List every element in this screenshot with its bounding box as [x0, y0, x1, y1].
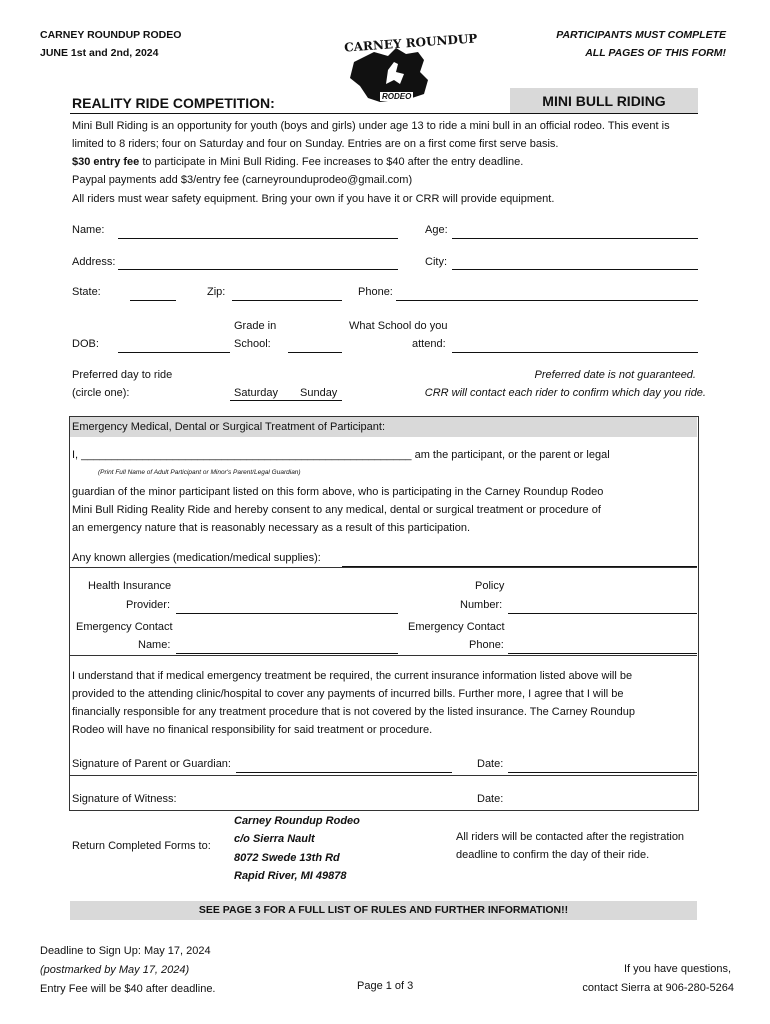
- competition-title: REALITY RIDE COMPETITION:: [72, 95, 275, 111]
- sunday-option[interactable]: Sunday: [300, 387, 338, 399]
- intro-line-2: limited to 8 riders; four on Saturday and four on Sunday. Entries are on a first come first serve basis.: [72, 138, 559, 150]
- phone-input[interactable]: [396, 300, 698, 301]
- age-input[interactable]: [452, 238, 698, 239]
- insurance-input[interactable]: [176, 613, 398, 614]
- state-label: State:: [72, 286, 101, 298]
- age-label: Age:: [425, 224, 448, 236]
- witness-signature-label: Signature of Witness:: [72, 793, 177, 805]
- address-input[interactable]: [118, 269, 398, 270]
- pref-note-2: CRR will contact each rider to confirm which day you ride.: [424, 387, 706, 399]
- insurance-label-1: Health Insurance: [88, 580, 172, 592]
- logo-title: CARNEY ROUNDUP: [343, 31, 478, 55]
- grade-label-1: Grade in: [234, 320, 277, 332]
- parent-signature-input[interactable]: [236, 772, 452, 773]
- return-address-2: c/o Sierra Nault: [234, 833, 315, 845]
- fee-text: to participate in Mini Bull Riding. Fee increases to $40 after the entry deadline.: [139, 156, 524, 168]
- dob-label: DOB:: [72, 338, 99, 350]
- contact-name-input[interactable]: [176, 653, 398, 654]
- zip-input[interactable]: [232, 300, 342, 301]
- rodeo-logo: [340, 28, 478, 108]
- notice-line-1: PARTICIPANTS MUST COMPLETE: [556, 29, 726, 41]
- grade-label-2: School:: [234, 338, 271, 350]
- pref-day-label-1: Preferred day to ride: [72, 369, 173, 381]
- logo-subtitle: RODEO: [382, 92, 412, 101]
- rules-banner: SEE PAGE 3 FOR A FULL LIST OF RULES AND FURTHER INFORMATION!!: [70, 901, 697, 920]
- contact-label-2: Name:: [138, 639, 171, 651]
- understand-line-1: I understand that if medical emergency treatment be required, the current insurance information listed above will be: [72, 670, 633, 682]
- policy-input[interactable]: [508, 613, 697, 614]
- consent-line-4: an emergency nature that is reasonably necessary as a result of this participation.: [72, 522, 471, 534]
- page-number: Page 1 of 3: [357, 980, 414, 992]
- org-name: CARNEY ROUNDUP RODEO: [40, 29, 182, 41]
- print-name-note: (Print Full Name of Adult Participant or Minor's Parent/Legal Guardian): [98, 469, 301, 476]
- return-address-3: 8072 Swede 13th Rd: [234, 852, 340, 864]
- school-label-1: What School do you: [349, 320, 448, 332]
- school-label-2: attend:: [412, 338, 446, 350]
- intro-line-1: Mini Bull Riding is an opportunity for youth (boys and girls) under age 13 to ride a mini bull in an official rodeo. This event is: [72, 120, 670, 132]
- contact-label-1: Emergency Contact: [76, 621, 173, 633]
- insurance-label-2: Provider:: [126, 599, 171, 611]
- notice-line-2: ALL PAGES OF THIS FORM!: [585, 47, 726, 59]
- event-dates: JUNE 1st and 2nd, 2024: [40, 47, 159, 59]
- allergies-label: Any known allergies (medication/medical supplies):: [72, 552, 321, 564]
- understand-line-2: provided to the attending clinic/hospital to cover any payments of incurred bills. Further more, I agree that I will be: [72, 688, 624, 700]
- safety-line: All riders must wear safety equipment. Bring your own if you have it or CRR will provide equipment.: [72, 193, 555, 205]
- date-input-1[interactable]: [508, 772, 697, 773]
- return-label: Return Completed Forms to:: [72, 840, 211, 852]
- questions-line: If you have questions,: [623, 963, 731, 975]
- contact-phone-input[interactable]: [508, 653, 697, 654]
- consent-line-3: Mini Bull Riding Reality Ride and hereby consent to any medical, dental or surgical treatment or procedure of: [72, 504, 601, 516]
- pref-note-1: Preferred date is not guaranteed.: [534, 369, 696, 381]
- contact-note-1: All riders will be contacted after the registration: [456, 831, 685, 843]
- consent-line-2: guardian of the minor participant listed on this form above, who is participating in the Carney Roundup Rodeo: [72, 486, 604, 498]
- school-input[interactable]: [452, 352, 698, 353]
- dob-input[interactable]: [118, 352, 230, 353]
- saturday-option[interactable]: Saturday: [234, 387, 279, 399]
- date-label-2: Date:: [477, 793, 504, 805]
- parent-signature-label: Signature of Parent or Guardian:: [72, 758, 231, 770]
- understand-line-3: financially responsible for any treatment procedure that is not covered by the listed insurance. The Carney Roundup: [72, 706, 635, 718]
- contact-line: contact Sierra at 906-280-5264: [582, 982, 734, 994]
- state-input[interactable]: [130, 300, 176, 301]
- name-label: Name:: [72, 224, 105, 236]
- name-input[interactable]: [118, 238, 398, 239]
- medical-heading: Emergency Medical, Dental or Surgical Treatment of Participant:: [70, 417, 697, 437]
- policy-label-1: Policy: [475, 580, 505, 592]
- deadline: Deadline to Sign Up: May 17, 2024: [40, 945, 211, 957]
- return-address-1: Carney Roundup Rodeo: [234, 815, 360, 827]
- city-label: City:: [425, 256, 447, 268]
- contact-phone-label-1: Emergency Contact: [408, 621, 505, 633]
- address-label: Address:: [72, 256, 116, 268]
- policy-label-2: Number:: [460, 599, 503, 611]
- understand-line-4: Rodeo will have no finanical responsibility for said treatment or procedure.: [72, 724, 433, 736]
- postmark-note: (postmarked by May 17, 2024): [40, 964, 190, 976]
- phone-label: Phone:: [358, 286, 393, 298]
- grade-input[interactable]: [288, 352, 342, 353]
- event-title: MINI BULL RIDING: [510, 88, 698, 113]
- fee-after-deadline: Entry Fee will be $40 after deadline.: [40, 983, 216, 995]
- date-label-1: Date:: [477, 758, 504, 770]
- paypal-line: Paypal payments add $3/entry fee (carneyrounduprodeo@gmail.com): [72, 174, 413, 186]
- pref-day-label-2: (circle one):: [72, 387, 130, 399]
- return-address-4: Rapid River, MI 49878: [234, 870, 347, 882]
- fee-amount: $30 entry fee: [72, 156, 140, 168]
- contact-note-2: deadline to confirm the day of their ride.: [456, 849, 650, 861]
- city-input[interactable]: [452, 269, 698, 270]
- consent-line-1[interactable]: I, ______________________________________________________ am the participant, or the parent or legal: [72, 449, 610, 461]
- contact-phone-label-2: Phone:: [469, 639, 504, 651]
- zip-label: Zip:: [207, 286, 226, 298]
- fee-line: [72, 156, 523, 168]
